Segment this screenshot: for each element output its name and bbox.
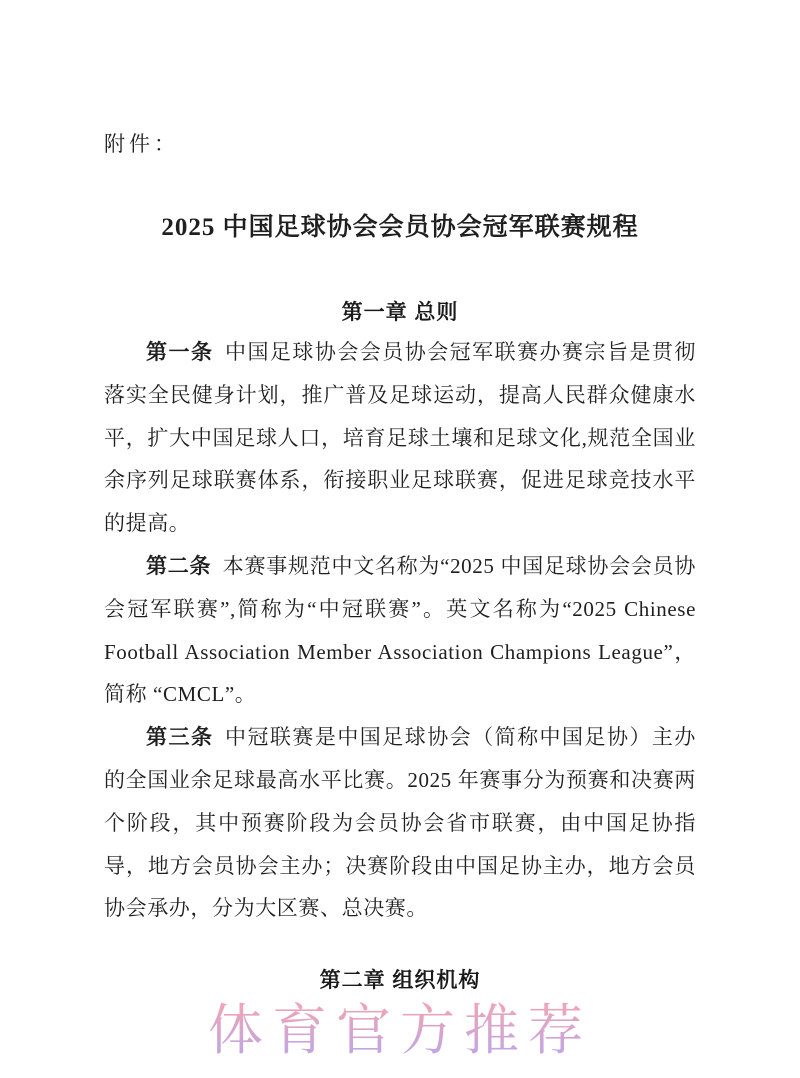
article-3 <box>104 716 696 930</box>
attachment-label: 附件： <box>104 132 179 156</box>
article-2 <box>104 545 696 716</box>
chapter-1-heading: 第一章 总则 <box>341 301 459 324</box>
article-1-label: 第一条 <box>146 340 214 364</box>
chapter-2-heading: 第二章 组织机构 <box>319 969 481 992</box>
article-3-label: 第三条 <box>146 725 214 750</box>
article-3-text: 中冠联赛是中国足球协会（简称中国足协）主办的全国业余足球最高水平比赛。2025 年赛事分为预赛和决赛两个阶段，其中预赛阶段为会员协会省市联赛，由中国足协指导，地方会员协会主办；决赛阶段由中国足协主办，地方会员协会承办，分为大区赛、总决赛。 <box>104 725 696 921</box>
article-1 <box>104 331 696 545</box>
articles-body <box>104 331 696 930</box>
article-2-text: 本赛事规范中文名称为“2025 中国足球协会会员协会冠军联赛”,简称为“中冠联赛”。英文名称为“2025 Chinese Football Association Member Association Champions League”，简称 “CMCL”。 <box>104 553 696 707</box>
article-2-label: 第二条 <box>146 553 212 578</box>
watermark-text: 体育官方推荐 <box>0 999 800 1062</box>
document-title: 2025 中国足球协会会员协会冠军联赛规程 <box>161 214 639 241</box>
article-1-text: 中国足球协会会员协会冠军联赛办赛宗旨是贯彻落实全民健身计划，推广普及足球运动，提高人民群众健康水平，扩大中国足球人口，培育足球土壤和足球文化,规范全国业余序列足球联赛体系，衔接职业足球联赛，促进足球竞技水平的提高。 <box>104 340 696 536</box>
